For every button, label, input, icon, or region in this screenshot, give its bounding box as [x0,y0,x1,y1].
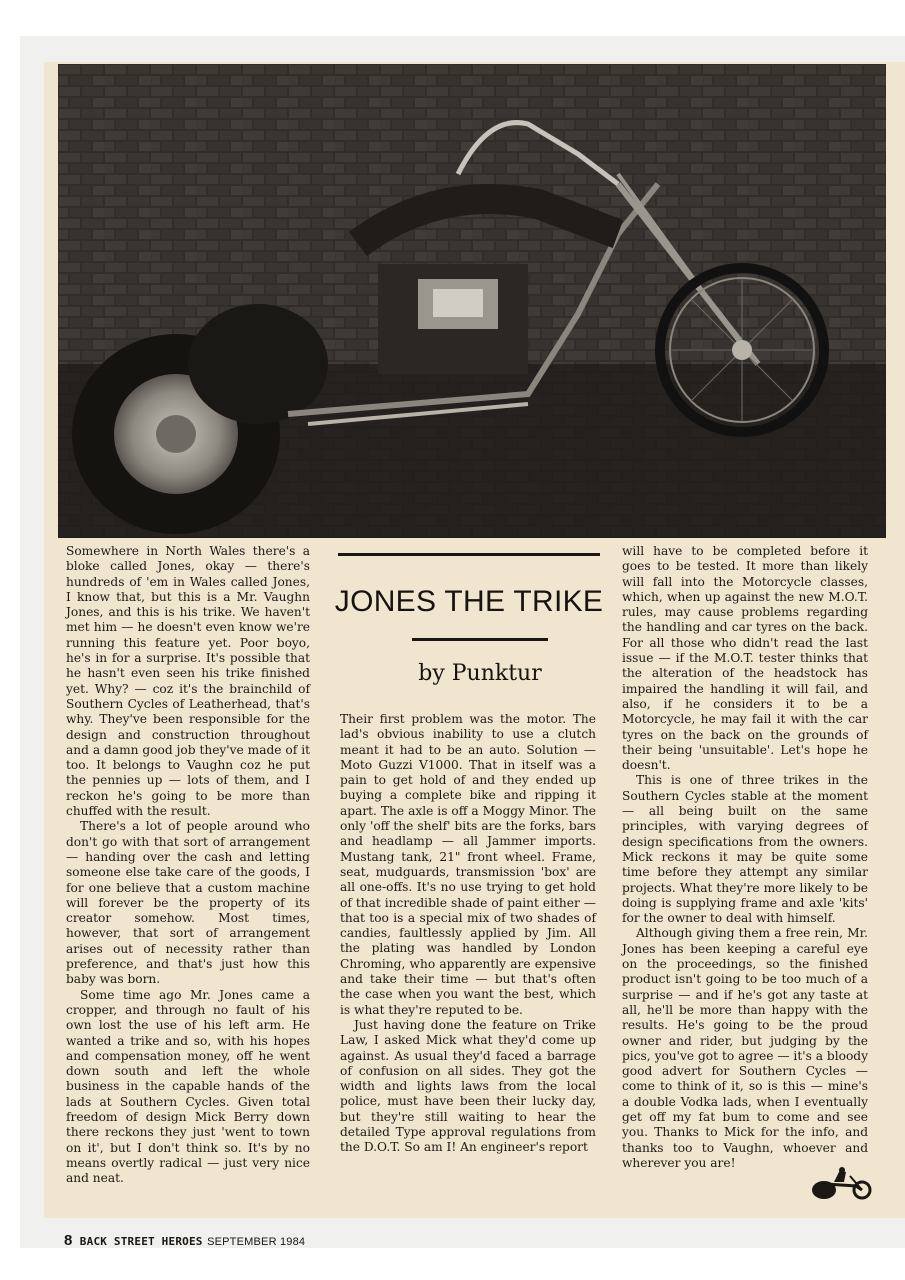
title-rule-top [338,553,600,556]
article-column-3 [622,544,868,1171]
article-title: JONES THE TRIKE [334,585,604,618]
paragraph: Some time ago Mr. Jones came a cropper, and through no fault of his own lost the use of his left arm. He wanted a trike and so, with his hopes and compensation money, off he went down south and left the whole business in the capable hands of the lads at Southern Cycles. Given total freedom of design Mick Berry down there reckons they just 'went to town on it', but I don't think so. It's by no means overtly radical — just very nice and neat. [66,987,310,1186]
magazine-name: BACK STREET HEROES [79,1235,203,1248]
end-mark-motorcycle-icon [806,1166,876,1204]
page-number: 8 [64,1232,73,1249]
article-column-2 [340,712,596,1156]
paragraph: Although giving them a free rein, Mr. Jones has been keeping a careful eye on the proceedings, so the finished product isn't going to be too much of a surprise — and if he's got any taste at all, he'll be more than happy with the results. He's going to be the proud owner and rider, but judging by the pics, you've got to agree — it's a bloody good advert for Southern Cycles — come to think of it, so is this — mine's a double Vodka lads, when I eventually get off my fat bum to come and see you. Thanks to Mick for the info, and thanks too to Vaughn, whoever and wherever you are! [622,926,868,1170]
page-footer [64,1232,305,1250]
article-column-1 [66,544,310,1186]
issue-date: SEPTEMBER 1984 [207,1236,306,1248]
paragraph: will have to be completed before it goes to be tested. It more than likely will fall into the Motorcycle classes, which, when up against the new M.O.T. rules, may cause problems regarding the handling and car tyres on the back. For all those who didn't read the last issue — if the M.O.T. tester thinks that the alteration of the headstock has impaired the handling it will fail, and also, if he considers it to be a Motorcycle, he may fail it with the car tyres on the back on the grounds of their being 'unsuitable'. Let's hope he doesn't. [622,544,868,773]
paragraph: Just having done the feature on Trike Law, I asked Mick what they'd come up against. As usual they'd faced a barrage of confusion on all sides. They got the width and lights laws from the local police, must have been their lucky day, but they're still waiting to hear the detailed Type approval regulations from the D.O.T. So am I! An engineer's report [340,1017,596,1155]
paragraph: This is one of three trikes in the Southern Cycles stable at the moment — all being built on the same principles, with varying degrees of design specifications from the owners. Mick reckons it may be quite some time before they attempt any similar projects. What they're more likely to be doing is supplying frame and axle 'kits' for the owner to deal with himself. [622,773,868,926]
trike-photo [58,64,886,538]
paragraph: There's a lot of people around who don't go with that sort of arrangement — handing over the cash and letting someone else take care of the goods, I for one believe that a custom machine will forever be the property of its creator somehow. Most times, however, that sort of arrangement arises out of necessity rather than preference, and that's just how this baby was born. [66,819,310,987]
paragraph: Their first problem was the motor. The lad's obvious inability to use a clutch meant it had to be an auto. Solution — Moto Guzzi V1000. That in itself was a pain to get hold of and they ended up buying a complete bike and ripping it apart. The axle is off a Moggy Minor. The only 'off the shelf' bits are the forks, bars and headlamp — all Jammer imports. Mustang tank, 21" front wheel. Frame, seat, mudguards, transmission 'box' are all one-offs. It's no use trying to get hold of that incredible shade of paint either — that too is a special mix of two shades of candies, faultlessly applied by Jim. All the plating was handled by London Chroming, who apparently are expensive and take their time — but that's often the case when you want the best, which is what they're reputed to be. [340,712,596,1017]
title-rule-bottom [412,638,548,641]
paragraph: Somewhere in North Wales there's a bloke called Jones, okay — there's hundreds of 'em in Wales called Jones, I know that, but this is a Mr. Vaughn Jones, and this is his trike. We haven't met him — he doesn't even know we're running this feature yet. Poor boyo, he's in for a surprise. It's possible that he hasn't even seen his trike finished yet. Why? — coz it's the brainchild of Southern Cycles of Leatherhead, that's why. They've been responsible for the design and construction throughout and a damn good job they've made of it too. It belongs to Vaughn coz he put the pennies up — lots of them, and I reckon he's going to be more than chuffed with the result. [66,544,310,819]
trike-photo-illustration [58,64,886,538]
article-byline: by Punktur [418,661,542,686]
